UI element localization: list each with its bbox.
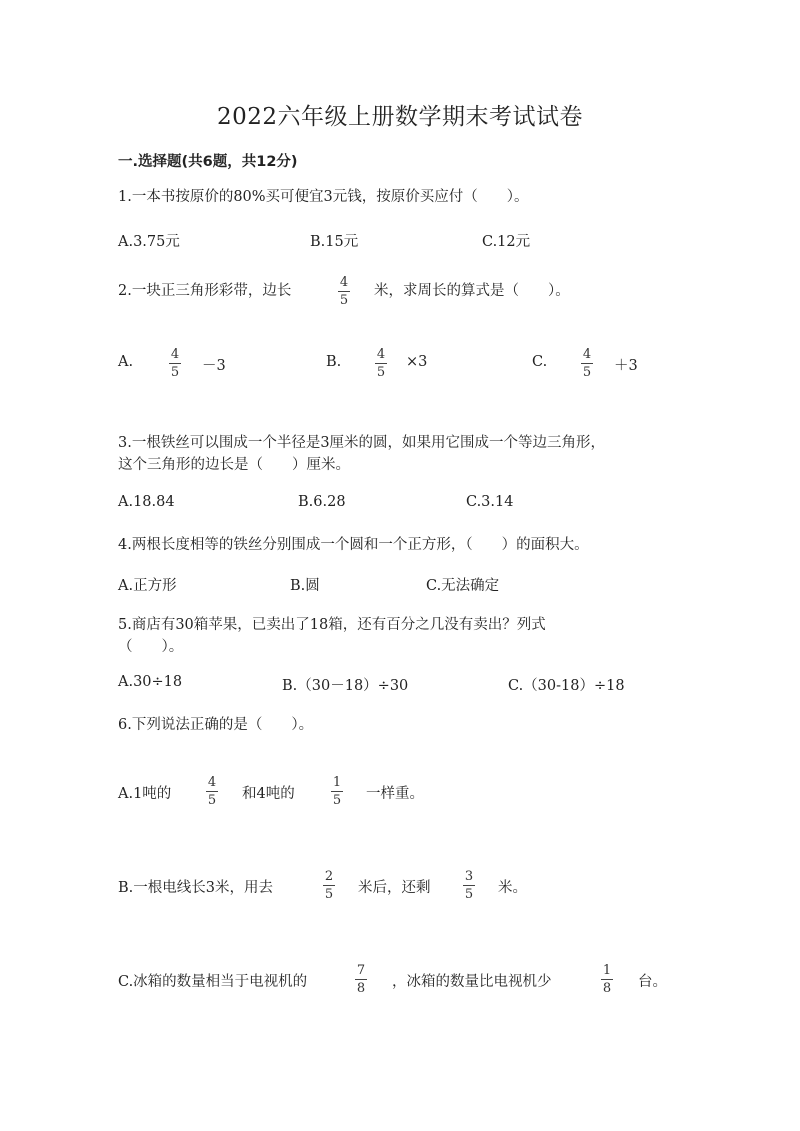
fraction-denominator: 5 <box>339 293 349 308</box>
question-5-line-1: 5.商店有30箱苹果，已卖出了18箱，还有百分之几没有卖出？列式 <box>118 617 546 633</box>
fraction-denominator: 5 <box>376 365 386 380</box>
question-4: 4.两根长度相等的铁丝分别围成一个圆和一个正方形，（ ）的面积大。 <box>118 537 589 553</box>
fraction-bar <box>331 791 343 792</box>
q6-option-b-fraction-1 <box>321 869 337 902</box>
q2-option-b-label: B. <box>326 354 342 370</box>
fraction-numerator: 7 <box>356 963 366 978</box>
q3-option-c: C.3.14 <box>466 494 514 510</box>
question-5-line-2: （ ）。 <box>118 639 184 655</box>
fraction-numerator: 3 <box>464 869 474 884</box>
q6-option-c-part-3: 台。 <box>638 974 667 990</box>
fraction-bar <box>323 885 335 886</box>
fraction-denominator: 5 <box>170 365 180 380</box>
section-heading: 一.选择题(共6题，共12分) <box>118 154 298 170</box>
fraction-denominator: 8 <box>602 981 612 996</box>
q2-option-b-op: ×3 <box>406 354 428 370</box>
fraction-numerator: 4 <box>207 775 217 790</box>
fraction-bar <box>206 791 218 792</box>
q6-option-b-part-1: B.一根电线长3米，用去 <box>118 880 273 896</box>
q2-option-a-op: －3 <box>202 358 226 374</box>
fraction-denominator: 5 <box>332 793 342 808</box>
q4-option-a: A.正方形 <box>118 578 177 594</box>
fraction-bar <box>169 363 181 364</box>
fraction-denominator: 8 <box>356 981 366 996</box>
question-2-text-after: 米，求周长的算式是（ ）。 <box>374 283 570 299</box>
q2-fraction <box>336 275 352 308</box>
fraction-bar <box>355 979 367 980</box>
fraction-bar <box>463 885 475 886</box>
fraction-denominator: 5 <box>582 365 592 380</box>
q1-option-a: A.3.75元 <box>118 234 180 250</box>
fraction-numerator: 4 <box>582 347 592 362</box>
q6-option-c-fraction-1 <box>353 963 369 996</box>
q2-option-a-label: A. <box>118 354 134 370</box>
q5-option-c: C.（30-18）÷18 <box>508 678 625 694</box>
fraction-bar <box>338 291 350 292</box>
fraction-denominator: 5 <box>207 793 217 808</box>
q6-option-b-fraction-2 <box>461 869 477 902</box>
fraction-numerator: 2 <box>324 869 334 884</box>
q2-option-b-fraction <box>373 347 389 380</box>
q3-option-a: A.18.84 <box>118 494 175 510</box>
q6-option-a-fraction-2 <box>329 775 345 808</box>
fraction-bar <box>375 363 387 364</box>
q6-option-c-fraction-2 <box>599 963 615 996</box>
question-6: 6.下列说法正确的是（ ）。 <box>118 717 314 733</box>
q6-option-b-part-2: 米后，还剩 <box>358 880 431 896</box>
q4-option-b: B.圆 <box>290 578 320 594</box>
question-2-text-before: 2.一块正三角形彩带，边长 <box>118 283 292 299</box>
fraction-denominator: 5 <box>464 887 474 902</box>
fraction-numerator: 4 <box>376 347 386 362</box>
q4-option-c: C.无法确定 <box>426 578 500 594</box>
q6-option-c-part-1: C.冰箱的数量相当于电视机的 <box>118 974 308 990</box>
q2-option-c-label: C. <box>532 354 548 370</box>
q2-option-c-op: ＋3 <box>614 358 638 374</box>
page-title: 2022六年级上册数学期末考试试卷 <box>216 104 584 130</box>
q3-option-b: B.6.28 <box>298 494 346 510</box>
fraction-numerator: 1 <box>602 963 612 978</box>
fraction-denominator: 5 <box>324 887 334 902</box>
q6-option-a-part-3: 一样重。 <box>366 786 424 802</box>
q5-option-b: B.（30－18）÷30 <box>282 678 409 694</box>
fraction-numerator: 1 <box>332 775 342 790</box>
question-3-line-2: 这个三角形的边长是（ ）厘米。 <box>118 457 350 473</box>
question-1: 1.一本书按原价的80%买可便宜3元钱，按原价买应付（ ）。 <box>118 189 529 205</box>
fraction-bar <box>581 363 593 364</box>
q2-option-a-fraction <box>167 347 183 380</box>
q6-option-c-part-2: ，冰箱的数量比电视机少 <box>392 974 552 990</box>
q6-option-b-part-3: 米。 <box>498 880 527 896</box>
question-3-line-1: 3.一根铁丝可以围成一个半径是3厘米的圆，如果用它围成一个等边三角形， <box>118 435 606 451</box>
q6-option-a-part-2: 和4吨的 <box>242 786 295 802</box>
fraction-numerator: 4 <box>339 275 349 290</box>
fraction-numerator: 4 <box>170 347 180 362</box>
q1-option-b: B.15元 <box>310 234 359 250</box>
q1-option-c: C.12元 <box>482 234 531 250</box>
q5-option-a: A.30÷18 <box>118 674 183 690</box>
q6-option-a-part-1: A.1吨的 <box>118 786 172 802</box>
q6-option-a-fraction-1 <box>204 775 220 808</box>
fraction-bar <box>601 979 613 980</box>
q2-option-c-fraction <box>579 347 595 380</box>
